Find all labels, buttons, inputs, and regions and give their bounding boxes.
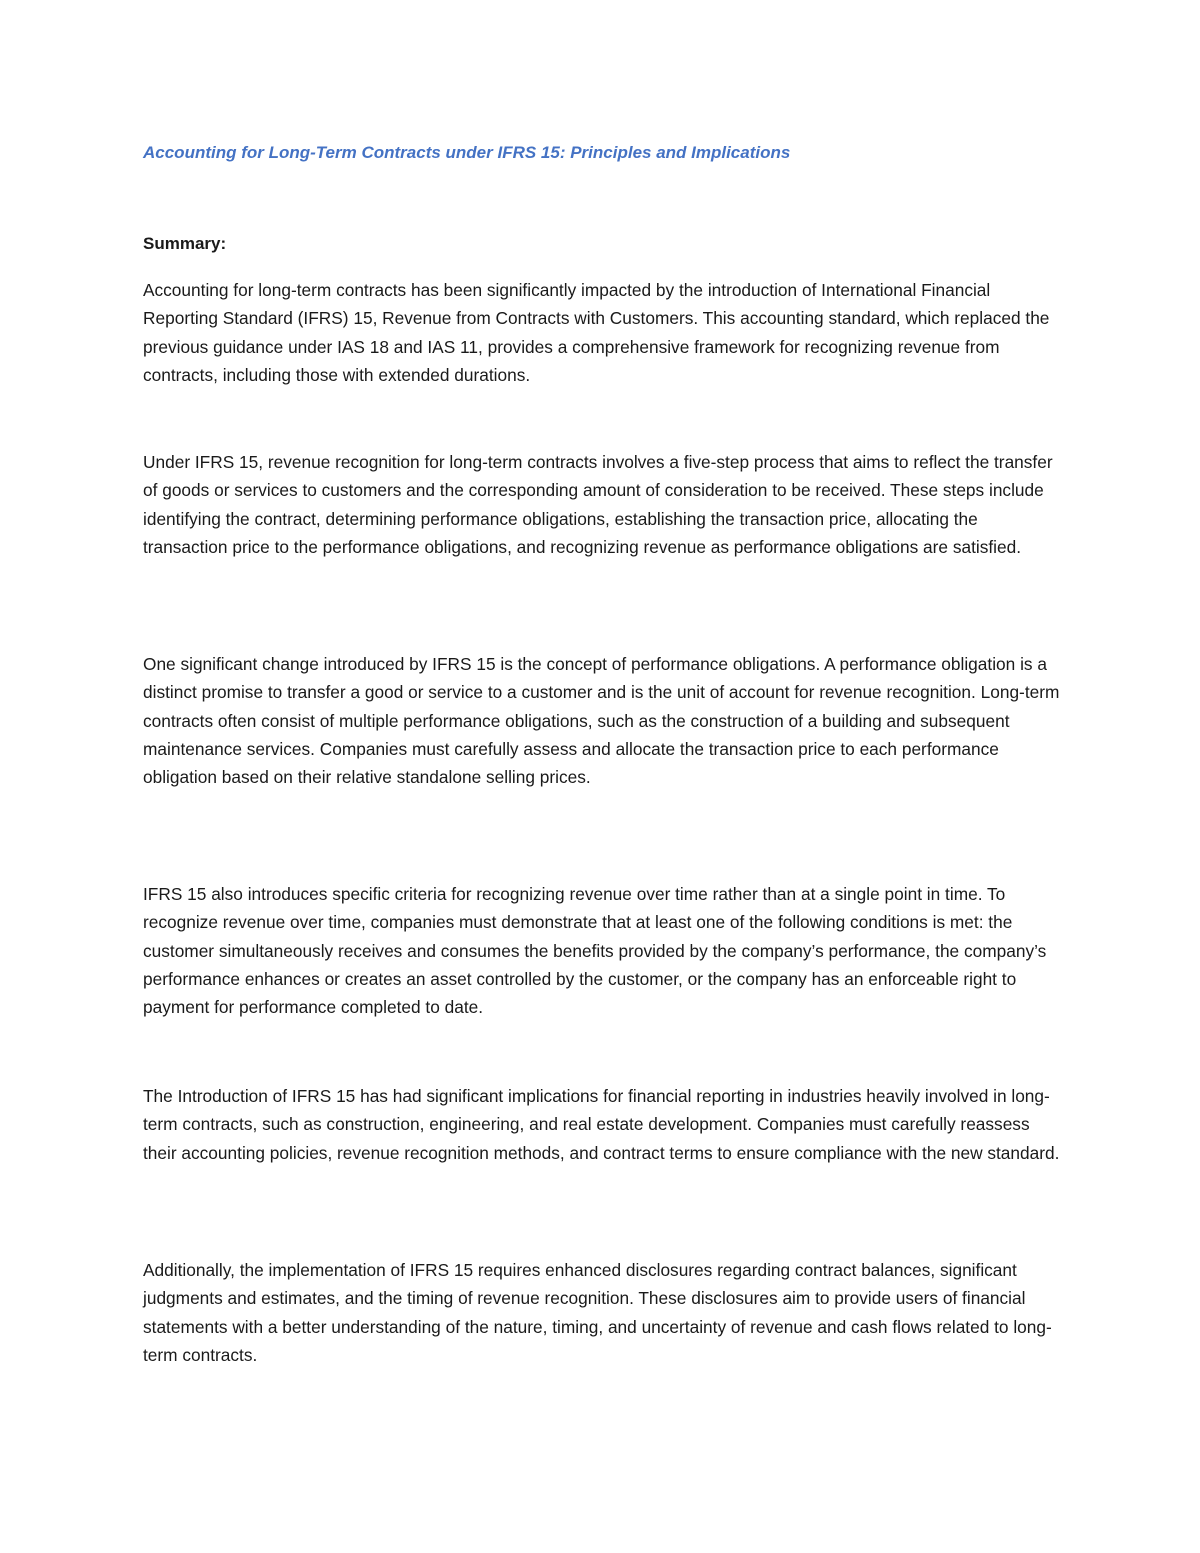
paragraph-performance-obligations: One significant change introduced by IFRS 15 is the concept of performance obligations. A performance obligation is a distinct promise to transfer a good or service to a customer and is the unit of account for revenue recognition. Long-term contracts often consist of multiple performance obligations, such as the construction of a building and subsequent maintenance services. Companies must carefully assess and allocate the transaction price to each performance obligation based on their relative standalone selling prices. — [143, 654, 1060, 788]
paragraph-disclosures: Additionally, the implementation of IFRS 15 requires enhanced disclosures regarding contract balances, significant judgments and estimates, and the timing of revenue recognition. These disclosures aim to provide users of financial statements with a better understanding of the nature, timing, and uncertainty of revenue and cash flows related to long-term contracts. — [143, 1260, 1052, 1365]
summary-heading: Summary: — [143, 234, 227, 253]
document-title: Accounting for Long-Term Contracts under IFRS 15: Principles and Implications — [143, 143, 791, 162]
paragraph-revenue-over-time: IFRS 15 also introduces specific criteria for recognizing revenue over time rather than at a single point in time. To recognize revenue over time, companies must demonstrate that at least one of the following conditions is met: the customer simultaneously receives and consumes the benefits provided by the company’s performance, the company’s performance enhances or creates an asset controlled by the customer, or the company has an enforceable right to payment for performance completed to date. — [143, 884, 1047, 1018]
paragraph-intro: Accounting for long-term contracts has been significantly impacted by the introduction of International Financial Reporting Standard (IFRS) 15, Revenue from Contracts with Customers. This accounting standard, which replaced the previous guidance under IAS 18 and IAS 11, provides a comprehensive framework for recognizing revenue from contracts, including those with extended durations. — [143, 280, 1050, 385]
paragraph-industry-implications: The Introduction of IFRS 15 has had significant implications for financial reporting in industries heavily involved in long-term contracts, such as construction, engineering, and real estate development. Companies must carefully reassess their accounting policies, revenue recognition methods, and contract terms to ensure compliance with the new standard. — [143, 1086, 1060, 1163]
paragraph-five-step-process: Under IFRS 15, revenue recognition for long-term contracts involves a five-step process that aims to reflect the transfer of goods or services to customers and the corresponding amount of consideration to be received. These steps include identifying the contract, determining performance obligations, establishing the transaction price, allocating the transaction price to the performance obligations, and recognizing revenue as performance obligations are satisfied. — [143, 452, 1053, 557]
